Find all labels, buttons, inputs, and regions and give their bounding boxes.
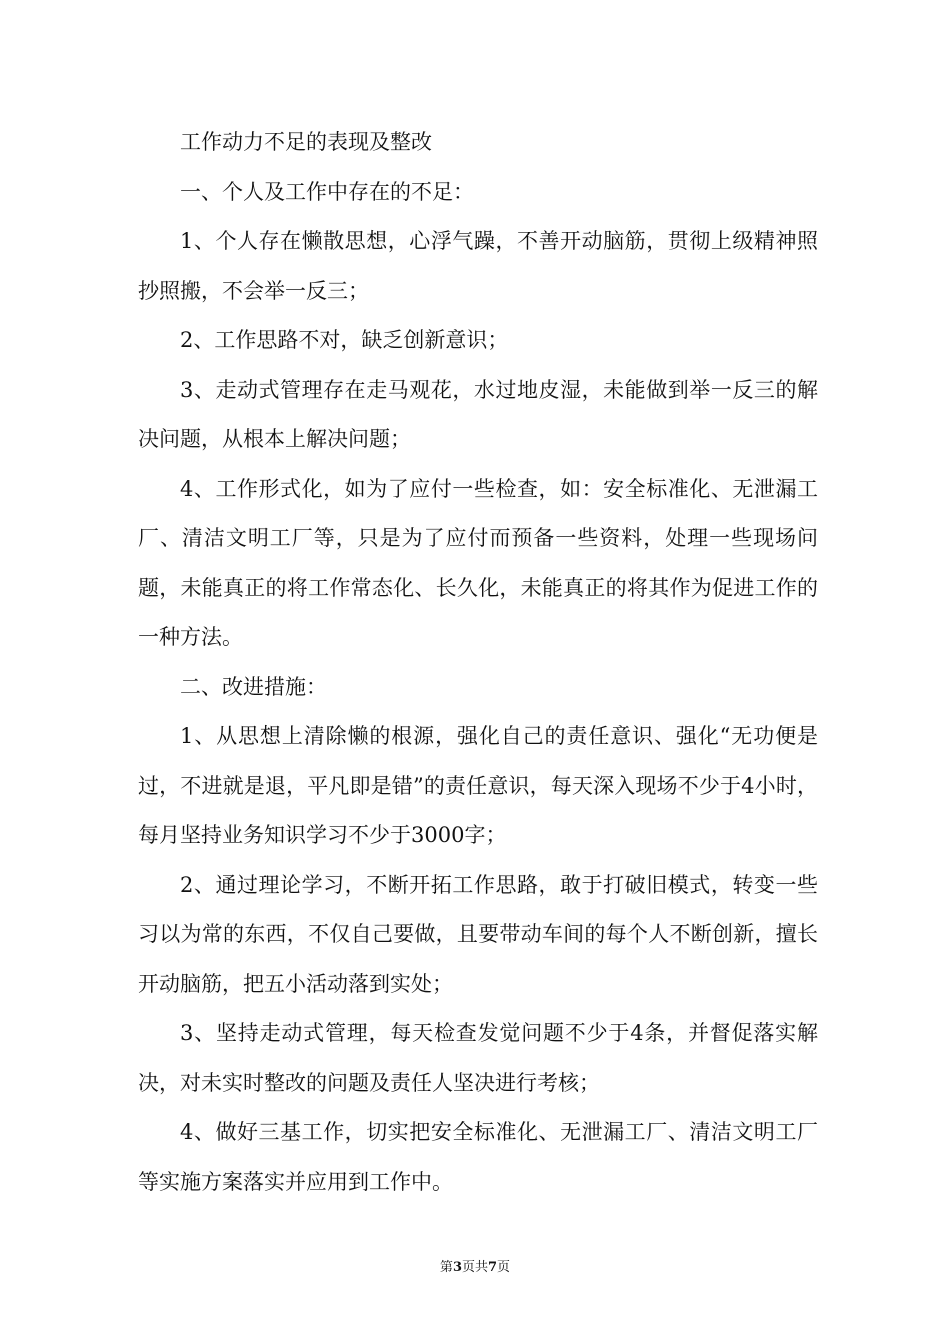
footer-prefix: 第 (439, 1260, 453, 1275)
total-page-number: 7 (488, 1260, 498, 1275)
footer-suffix: 页 (497, 1260, 511, 1275)
current-page-number: 3 (452, 1260, 462, 1275)
improvement-item: 4、做好三基工作，切实把安全标准化、无泄漏工厂、清洁文明工厂等实施方案落实并应用到工作中。 (138, 1120, 818, 1194)
shortcoming-item: 2、工作思路不对，缺乏创新意识； (180, 328, 509, 352)
document-body (138, 118, 818, 1207)
section-heading-improvements: 二、改进措施： (180, 674, 327, 699)
improvement-item: 1、从思想上清除懒的根源，强化自己的责任意识、强化“无功便是过，不进就是退，平凡即是错”的责任意识，每天深入现场不少于4小时，每月坚持业务知识学习不少于3000字； (138, 724, 818, 847)
section-heading-shortcomings: 一、个人及工作中存在的不足： (180, 179, 474, 204)
improvement-item: 2、通过理论学习，不断开拓工作思路，敢于打破旧模式，转变一些习以为常的东西，不仅自己要做，且要带动车间的每个人不断创新，擅长开动脑筋，把五小活动落到实处； (138, 872, 818, 996)
document-title: 工作动力不足的表现及整改 (180, 130, 432, 154)
footer-middle: 页共 (461, 1260, 488, 1275)
page-footer (0, 1256, 950, 1275)
shortcoming-item: 4、工作形式化，如为了应付一些检查，如：安全标准化、无泄漏工厂、清洁文明工厂等，只是为了应付而预备一些资料，处理一些现场问题，未能真正的将工作常态化、长久化，未能真正的将其作为促进工作的一种方法。 (138, 476, 818, 649)
improvement-item: 3、坚持走动式管理，每天检查发觉问题不少于4条，并督促落实解决，对未实时整改的问题及责任人坚决进行考核； (138, 1021, 818, 1095)
shortcoming-item: 3、走动式管理存在走马观花，水过地皮湿，未能做到举一反三的解决问题，从根本上解决问题； (138, 377, 818, 451)
shortcoming-item: 1、个人存在懒散思想，心浮气躁，不善开动脑筋，贯彻上级精神照抄照搬，不会举一反三； (138, 229, 818, 303)
